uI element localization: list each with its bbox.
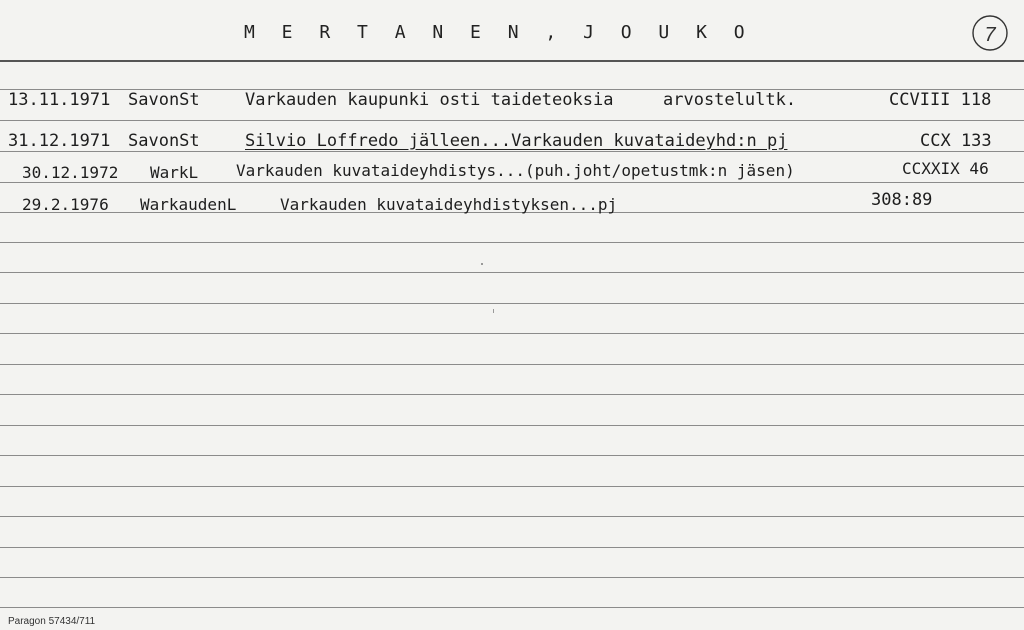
line-rule [0, 303, 1024, 304]
entry-ref: CCX 133 [920, 131, 992, 151]
card-number: 7 [984, 24, 996, 46]
line-rule [0, 333, 1024, 334]
entry-text: Varkauden kaupunki osti taideteoksia [245, 90, 614, 110]
line-rule [0, 607, 1024, 608]
entry-date: 30.12.1972 [22, 163, 119, 182]
entry-source: SavonSt [128, 131, 200, 151]
line-rule [0, 394, 1024, 395]
entry-text: Varkauden kuvataideyhdistys...(puh.joht/opetustmk:n jäsen) [236, 161, 795, 180]
line-rule [0, 182, 1024, 183]
line-rule [0, 151, 1024, 152]
line-rule [0, 547, 1024, 548]
card-number-circle [970, 12, 1010, 52]
entry-source: WarkaudenL [140, 195, 237, 214]
entry-text: Silvio Loffredo jälleen...Varkauden kuvataideyhd:n pj [245, 131, 788, 151]
entry-note: arvostelultk. [663, 90, 797, 110]
entry-date: 29.2.1976 [22, 195, 109, 214]
line-rule [0, 120, 1024, 121]
entry-source: WarkL [150, 163, 199, 182]
line-rule [0, 242, 1024, 243]
entry-source: SavonSt [128, 90, 200, 110]
entry-ref: CCVIII 118 [889, 90, 992, 110]
card-title: M E R T A N E N , J O U K O [244, 22, 753, 43]
entry-date: 31.12.1971 [8, 131, 111, 151]
paper-speck [493, 309, 494, 313]
paper-speck [481, 263, 483, 265]
line-rule [0, 516, 1024, 517]
line-rule [0, 272, 1024, 273]
line-rule [0, 577, 1024, 578]
line-rule [0, 455, 1024, 456]
line-rule [0, 364, 1024, 365]
print-code: Paragon 57434/711 [8, 616, 96, 627]
entry-date: 13.11.1971 [8, 90, 111, 110]
entry-ref: 308:89 [871, 190, 933, 210]
entry-ref: CCXXIX 46 [902, 159, 989, 178]
entry-text: Varkauden kuvataideyhdistyksen...pj [280, 195, 618, 214]
line-rule [0, 425, 1024, 426]
line-rule [0, 486, 1024, 487]
header-rule [0, 60, 1024, 62]
